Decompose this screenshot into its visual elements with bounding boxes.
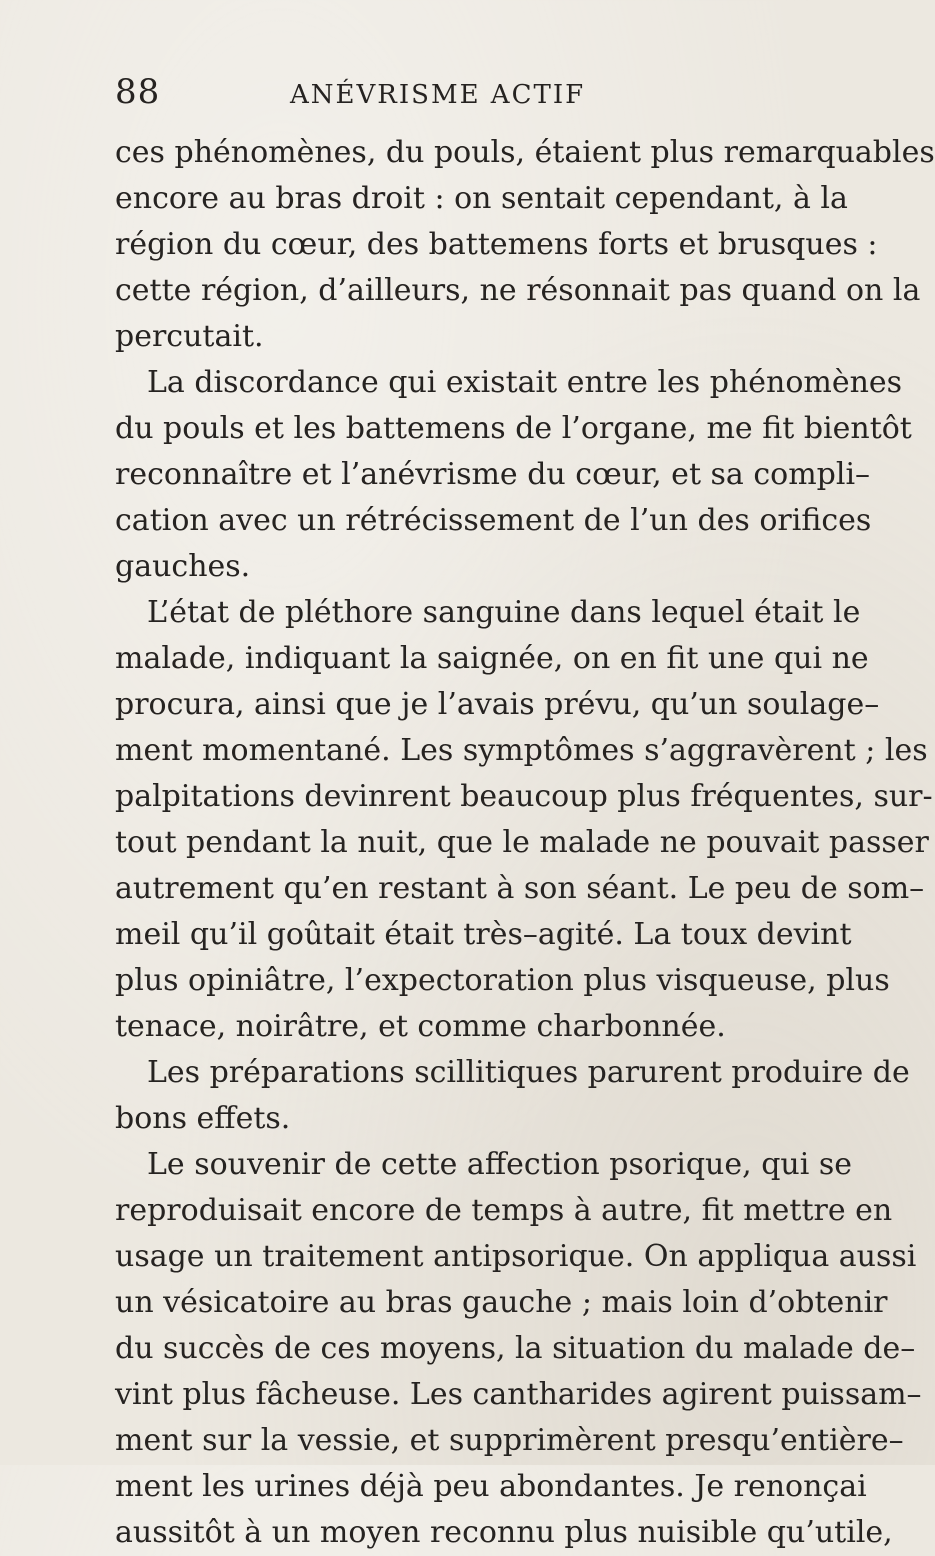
text-line: ment sur la vessie, et supprimèrent presqu’entière– xyxy=(115,1423,904,1458)
running-head xyxy=(115,72,765,112)
text-line: ment les urines déjà peu abondantes. Je renonçai xyxy=(115,1469,867,1504)
text-line: palpitations devinrent beaucoup plus fréquentes, sur- xyxy=(115,779,933,814)
text-line: cation avec un rétrécissement de l’un des orifices xyxy=(115,503,872,538)
text-line: tout pendant la nuit, que le malade ne pouvait passer xyxy=(115,825,929,860)
text-line: La discordance qui existait entre les phénomènes xyxy=(147,365,903,400)
body-text xyxy=(115,130,935,1556)
text-line: ces phénomènes, du pouls, étaient plus remarquables xyxy=(115,135,935,170)
text-line: percutait. xyxy=(115,319,264,354)
text-line: usage un traitement antipsorique. On appliqua aussi xyxy=(115,1239,917,1274)
text-line: Le souvenir de cette affection psorique, qui se xyxy=(147,1147,853,1182)
text-line: plus opiniâtre, l’expectoration plus visqueuse, plus xyxy=(115,963,890,998)
text-line: vint plus fâcheuse. Les cantharides agirent puissam– xyxy=(115,1377,922,1412)
text-line: autrement qu’en restant à son séant. Le peu de som– xyxy=(115,871,925,906)
text-line: ment momentané. Les symptômes s’aggravèrent ; les xyxy=(115,733,928,768)
text-line: région du cœur, des battemens forts et brusques : xyxy=(115,227,878,262)
text-line: aussitôt à un moyen reconnu plus nuisible qu’utile, xyxy=(115,1515,893,1550)
text-line: du pouls et les battemens de l’organe, me fit bientôt xyxy=(115,411,912,446)
text-line: malade, indiquant la saignée, on en fit une qui ne xyxy=(115,641,869,676)
text-line: Les préparations scillitiques parurent produire de xyxy=(147,1055,910,1090)
text-line: L’état de pléthore sanguine dans lequel était le xyxy=(147,595,861,630)
text-line: tenace, noirâtre, et comme charbonnée. xyxy=(115,1009,726,1044)
text-line: procura, ainsi que je l’avais prévu, qu’un soulage– xyxy=(115,687,880,722)
text-line: un vésicatoire au bras gauche ; mais loin d’obtenir xyxy=(115,1285,888,1320)
text-line: gauches. xyxy=(115,549,251,584)
text-line: cette région, d’ailleurs, ne résonnait pas quand on la xyxy=(115,273,921,308)
running-title: ANÉVRISME ACTIF xyxy=(290,80,586,110)
text-line: meil qu’il goûtait était très–agité. La toux devint xyxy=(115,917,852,952)
page-number: 88 xyxy=(115,72,161,112)
text-line: bons effets. xyxy=(115,1101,291,1136)
text-line: reproduisait encore de temps à autre, fit mettre en xyxy=(115,1193,893,1228)
text-line: encore au bras droit : on sentait cependant, à la xyxy=(115,181,848,216)
text-line: reconnaître et l’anévrisme du cœur, et sa compli– xyxy=(115,457,871,492)
text-line: du succès de ces moyens, la situation du malade de– xyxy=(115,1331,916,1366)
